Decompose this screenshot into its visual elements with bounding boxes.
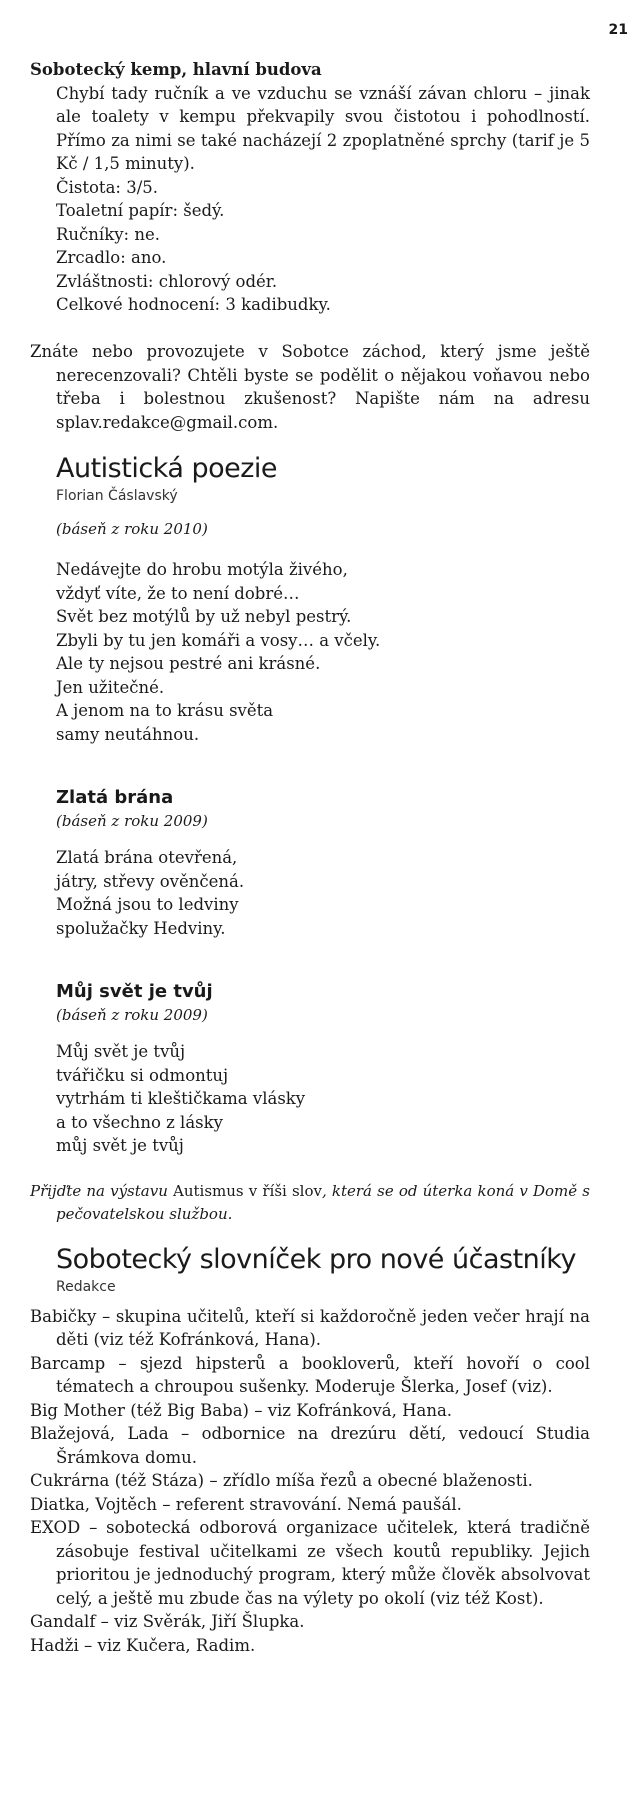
article-author: Florian Čáslavský [56,488,178,504]
poem-3 [30,1040,590,1158]
poem-line: samy neutáhnou. [56,724,200,744]
poem-line: Svět bez motýlů by už nebyl pestrý. [56,607,352,626]
review-line: Ručníky: ne. [56,224,160,244]
poem-line: tvářičku si odmontuj [56,1065,229,1085]
poem-line: Jen užitečné. [56,677,165,697]
glossary-entry: EXOD – sobotecká odborová organizace učitelek, která tradičně zásobuje festival učitelkami ze všech koutů republiky. Jejich prioritou je jednoduchý program, který může člověk absolvovat celý, a ještě mu zbude čas na výlety po okolí (viz též Kost). [30,1518,590,1608]
poem-line: vždyť víte, že to není dobré… [56,583,300,603]
note-lead: Přijďte na výstavu [30,1181,168,1200]
review-paragraph: Chybí tady ručník a ve vzduchu se vznáší závan chloru – jinak ale toalety v kempu překvapily svou čistotou i pohodlností. Přímo za nimi se také nacházejí 2 zpoplatněné sprchy (tarif je 5 Kč / 1,5 minuty). [56,83,590,173]
article-autisticka-poezie [30,452,590,1227]
poem-line: vytrhám ti kleštičkama vlásky [56,1089,306,1108]
poem-date: (báseň z roku 2010) [56,520,208,538]
poem-line: Můj svět je tvůj [56,1042,186,1061]
glossary-entry: Blažejová, Lada – odbornice na drezúru dětí, vedoucí Studia Šrámkova domu. [30,1424,590,1467]
poem-line: Zlatá brána otevřená, [56,848,238,867]
exhibition-note [30,1180,590,1227]
poem-title: Zlatá brána [56,787,174,808]
article-title: Sobotecký slovníček pro nové účastníky [56,1243,576,1275]
glossary-entry: Cukrárna (též Stáza) – zřídlo míša řezů a obecné blaženosti. [30,1471,533,1490]
review-line: Zrcadlo: ano. [56,248,167,267]
poem-date: (báseň z roku 2009) [56,1006,208,1024]
callout-paragraph: Znáte nebo provozujete v Sobotce záchod, který jsme ještě nerecenzovali? Chtěli byste se podělit o nějakou voňavou nebo třeba i bolestnou zkušenost? Napište nám na adresu splav.redakce@gmail.com. [30,342,590,432]
glossary-entry: Hadži – viz Kučera, Radim. [30,1635,256,1655]
poem-line: Nedávejte do hrobu motýla živého, [56,560,348,579]
glossary-entry: Gandalf – viz Svěrák, Jiří Šlupka. [30,1612,305,1631]
poem-line: a to všechno z lásky [56,1112,223,1132]
review-line: Čistota: 3/5. [56,177,159,197]
review-line: Celkové hodnocení: 3 kadibudky. [56,295,331,314]
poem-line: Možná jsou to ledviny [56,895,239,914]
exhibition-title: Autismus v říši slov [173,1181,322,1200]
page-content [30,58,590,1657]
poem-date: (báseň z roku 2009) [56,812,208,830]
poem-line: A jenom na to krásu světa [56,701,274,720]
review-heading: Sobotecký kemp, hlavní budova [30,60,322,79]
poem-line: můj svět je tvůj [56,1136,184,1155]
glossary-entry: Babičky – skupina učitelů, kteří si každoročně jeden večer hrají na děti (viz též Kofránková, Hana). [30,1306,590,1349]
review-line: Toaletní papír: šedý. [56,201,225,220]
article-author: Redakce [56,1278,116,1295]
page-number: 21 [608,22,628,38]
poem-line: Ale ty nejsou pestré ani krásné. [56,654,321,673]
glossary-entry: Diatka, Vojtěch – referent stravování. Nemá paušál. [30,1494,462,1514]
note-rest: , která se od úterka koná v Domě s pečovatelskou službou. [56,1181,590,1223]
glossary-entry: Big Mother (též Big Baba) – viz Kofránková, Hana. [30,1400,453,1420]
glossary-entry: Barcamp – sjezd hipsterů a bookloverů, kteří hovoří o cool tématech a chroupou sušenky. Moderuje Šlerka, Josef (viz). [30,1353,590,1396]
poem-line: spolužačky Hedviny. [56,918,226,938]
review-line: Zvláštnosti: chlorový odér. [56,271,278,291]
article-title: Autistická poezie [56,453,278,484]
poem-1 [30,558,590,746]
article-slovnicek [30,1243,590,1658]
poem-line: játry, střevy ověnčená. [56,871,245,891]
poem-2 [30,846,590,940]
poem-line: Zbyli by tu jen komáři a vosy… a včely. [56,630,381,650]
toilet-review [30,58,590,317]
poem-title: Můj svět je tvůj [56,981,213,1002]
